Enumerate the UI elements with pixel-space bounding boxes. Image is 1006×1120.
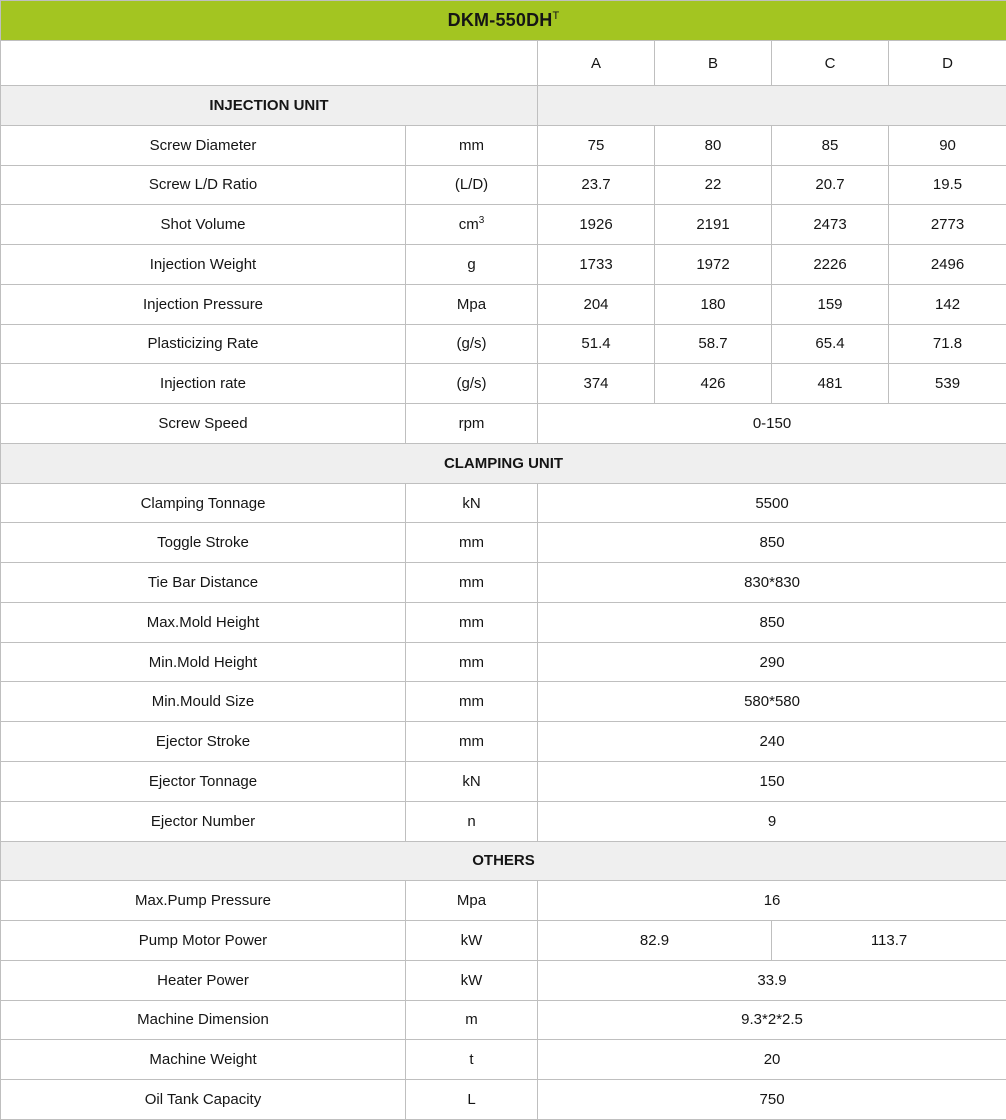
- row-unit: kW: [406, 960, 538, 1000]
- row-unit: g: [406, 245, 538, 285]
- row-label: Tie Bar Distance: [1, 563, 406, 603]
- value-cell: 51.4: [538, 324, 655, 364]
- row-unit: rpm: [406, 404, 538, 444]
- table-row: [1, 483, 1006, 523]
- row-unit: m: [406, 1000, 538, 1040]
- table-row: [1, 722, 1006, 762]
- table-row: [1, 881, 1006, 921]
- value-cell-merged: 5500: [538, 483, 1006, 523]
- table-row: [1, 801, 1006, 841]
- unit-superscript: 3: [478, 215, 485, 227]
- table-row: [1, 245, 1006, 285]
- value-cell: 1733: [538, 245, 655, 285]
- value-cell: 19.5: [889, 165, 1006, 205]
- row-unit: Mpa: [406, 284, 538, 324]
- value-cell: 85: [772, 125, 889, 165]
- table-row: [1, 682, 1006, 722]
- table-row: [1, 165, 1006, 205]
- value-cell-merged: 16: [538, 881, 1006, 921]
- value-cell: 75: [538, 125, 655, 165]
- row-unit: mm: [406, 642, 538, 682]
- row-label: Screw Diameter: [1, 125, 406, 165]
- row-label: Ejector Number: [1, 801, 406, 841]
- value-cell-merged: 33.9: [538, 960, 1006, 1000]
- section-header-injection-unit: INJECTION UNIT: [1, 86, 538, 126]
- value-cell-merged: 850: [538, 523, 1006, 563]
- value-cell: 180: [655, 284, 772, 324]
- row-unit: (g/s): [406, 324, 538, 364]
- section-header-row: [1, 86, 1006, 126]
- row-label: Injection Weight: [1, 245, 406, 285]
- value-cell: 80: [655, 125, 772, 165]
- table-row: [1, 563, 1006, 603]
- row-unit: kN: [406, 483, 538, 523]
- value-cell: 2496: [889, 245, 1006, 285]
- row-label: Injection rate: [1, 364, 406, 404]
- value-cell-merged: 240: [538, 722, 1006, 762]
- row-unit: mm: [406, 682, 538, 722]
- value-cell: 22: [655, 165, 772, 205]
- row-unit: mm: [406, 602, 538, 642]
- value-cell: 159: [772, 284, 889, 324]
- row-unit: mm: [406, 563, 538, 603]
- value-cell: 204: [538, 284, 655, 324]
- row-label: Ejector Stroke: [1, 722, 406, 762]
- value-cell: 1972: [655, 245, 772, 285]
- row-unit: mm: [406, 523, 538, 563]
- value-cell: 65.4: [772, 324, 889, 364]
- value-cell: 374: [538, 364, 655, 404]
- value-cell-merged: 0-150: [538, 404, 1006, 444]
- table-row: [1, 921, 1006, 961]
- section-header-row: [1, 841, 1006, 881]
- value-cell: 2773: [889, 205, 1006, 245]
- table-row: [1, 1000, 1006, 1040]
- row-unit: mm: [406, 125, 538, 165]
- row-label: Clamping Tonnage: [1, 483, 406, 523]
- row-label: Machine Dimension: [1, 1000, 406, 1040]
- corner-cell: [1, 41, 538, 86]
- row-label: Machine Weight: [1, 1040, 406, 1080]
- row-label: Max.Pump Pressure: [1, 881, 406, 921]
- title-superscript: T: [552, 10, 560, 22]
- value-cell: 2473: [772, 205, 889, 245]
- value-cell-merged: 830*830: [538, 563, 1006, 603]
- value-cell-merged: 20: [538, 1040, 1006, 1080]
- table-row: [1, 404, 1006, 444]
- value-cell: 426: [655, 364, 772, 404]
- column-header-b: B: [655, 41, 772, 86]
- value-cell-half: 113.7: [772, 921, 1006, 961]
- value-cell: 539: [889, 364, 1006, 404]
- row-unit: Mpa: [406, 881, 538, 921]
- value-cell: 23.7: [538, 165, 655, 205]
- value-cell-merged: 9.3*2*2.5: [538, 1000, 1006, 1040]
- table-row: [1, 602, 1006, 642]
- row-label: Min.Mould Size: [1, 682, 406, 722]
- value-cell: 1926: [538, 205, 655, 245]
- row-label: Min.Mold Height: [1, 642, 406, 682]
- value-cell-merged: 850: [538, 602, 1006, 642]
- section-header-others: OTHERS: [1, 841, 1006, 881]
- value-cell: 2226: [772, 245, 889, 285]
- table-row: [1, 41, 1006, 86]
- row-label: Pump Motor Power: [1, 921, 406, 961]
- table-row: [1, 1080, 1006, 1120]
- row-label: Oil Tank Capacity: [1, 1080, 406, 1120]
- row-unit: n: [406, 801, 538, 841]
- value-cell: 20.7: [772, 165, 889, 205]
- value-cell: 71.8: [889, 324, 1006, 364]
- row-unit: kN: [406, 762, 538, 802]
- table-row: [1, 1040, 1006, 1080]
- column-header-c: C: [772, 41, 889, 86]
- row-unit: (g/s): [406, 364, 538, 404]
- table-row: [1, 960, 1006, 1000]
- row-label: Toggle Stroke: [1, 523, 406, 563]
- table-row: [1, 205, 1006, 245]
- row-label: Heater Power: [1, 960, 406, 1000]
- value-cell-merged: 290: [538, 642, 1006, 682]
- row-unit: t: [406, 1040, 538, 1080]
- row-unit: $cm^3$: [406, 205, 538, 245]
- table-row: [1, 284, 1006, 324]
- row-label: Injection Pressure: [1, 284, 406, 324]
- table-row: [1, 523, 1006, 563]
- row-label: Ejector Tonnage: [1, 762, 406, 802]
- table-row: [1, 762, 1006, 802]
- row-unit: kW: [406, 921, 538, 961]
- row-unit: (L/D): [406, 165, 538, 205]
- table-row: [1, 324, 1006, 364]
- value-cell-half: 82.9: [538, 921, 772, 961]
- value-cell-merged: 150: [538, 762, 1006, 802]
- value-cell: 90: [889, 125, 1006, 165]
- section-header-row: [1, 443, 1006, 483]
- table-row: [1, 125, 1006, 165]
- model-name: DKM-550DH: [447, 10, 553, 30]
- value-cell-merged: 580*580: [538, 682, 1006, 722]
- row-label: Plasticizing Rate: [1, 324, 406, 364]
- value-cell-merged: 750: [538, 1080, 1006, 1120]
- value-cell-merged: 9: [538, 801, 1006, 841]
- row-unit: mm: [406, 722, 538, 762]
- row-label: Shot Volume: [1, 205, 406, 245]
- section-header-clamping-unit: CLAMPING UNIT: [1, 443, 1006, 483]
- page-title: [1, 1, 1006, 41]
- value-cell: 142: [889, 284, 1006, 324]
- row-label: Screw L/D Ratio: [1, 165, 406, 205]
- row-unit: L: [406, 1080, 538, 1120]
- table-row: [1, 1, 1006, 41]
- row-label: Max.Mold Height: [1, 602, 406, 642]
- value-cell: 2191: [655, 205, 772, 245]
- value-cell: 58.7: [655, 324, 772, 364]
- column-header-d: D: [889, 41, 1006, 86]
- table-row: [1, 642, 1006, 682]
- row-label: Screw Speed: [1, 404, 406, 444]
- section-header-filler: [538, 86, 1006, 126]
- column-header-a: A: [538, 41, 655, 86]
- value-cell: 481: [772, 364, 889, 404]
- table-row: [1, 364, 1006, 404]
